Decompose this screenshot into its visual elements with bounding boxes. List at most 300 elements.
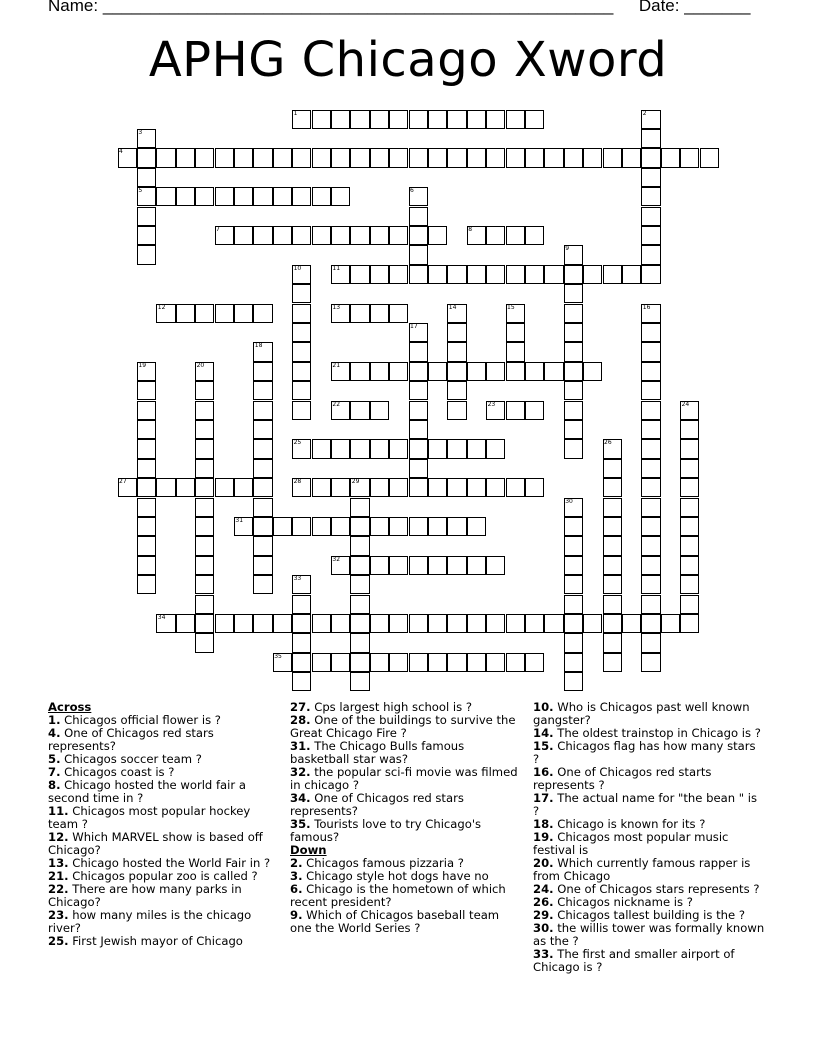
grid-cell[interactable] xyxy=(273,226,292,245)
grid-cell[interactable] xyxy=(350,498,369,517)
grid-cell[interactable] xyxy=(428,148,447,167)
grid-cell[interactable] xyxy=(389,556,408,575)
grid-cell[interactable] xyxy=(215,478,234,497)
grid-cell[interactable] xyxy=(641,517,660,536)
grid-cell[interactable] xyxy=(137,381,156,400)
grid-cell[interactable] xyxy=(428,653,447,672)
grid-cell[interactable] xyxy=(409,556,428,575)
grid-cell[interactable] xyxy=(447,110,466,129)
grid-cell[interactable] xyxy=(350,575,369,594)
grid-cell[interactable] xyxy=(506,323,525,342)
grid-cell[interactable] xyxy=(486,226,505,245)
grid-cell[interactable] xyxy=(273,517,292,536)
grid-cell[interactable] xyxy=(641,207,660,226)
grid-cell[interactable] xyxy=(350,556,369,575)
grid-cell[interactable] xyxy=(506,362,525,381)
grid-cell[interactable] xyxy=(428,556,447,575)
grid-cell[interactable] xyxy=(428,517,447,536)
grid-cell[interactable] xyxy=(331,517,350,536)
grid-cell[interactable] xyxy=(370,614,389,633)
grid-cell[interactable] xyxy=(428,362,447,381)
grid-cell[interactable] xyxy=(331,653,350,672)
grid-cell[interactable] xyxy=(506,226,525,245)
grid-cell[interactable] xyxy=(234,478,253,497)
grid-cell[interactable] xyxy=(409,653,428,672)
grid-cell[interactable] xyxy=(350,536,369,555)
grid-cell[interactable] xyxy=(603,536,622,555)
grid-cell[interactable] xyxy=(641,168,660,187)
grid-cell[interactable] xyxy=(564,439,583,458)
grid-cell[interactable] xyxy=(583,265,602,284)
grid-cell[interactable] xyxy=(350,614,369,633)
grid-cell[interactable] xyxy=(215,304,234,323)
grid-cell[interactable] xyxy=(331,110,350,129)
grid-cell[interactable] xyxy=(195,381,214,400)
grid-cell[interactable] xyxy=(370,556,389,575)
grid-cell[interactable] xyxy=(195,517,214,536)
grid-cell[interactable] xyxy=(253,226,272,245)
grid-cell[interactable] xyxy=(292,148,311,167)
grid-cell[interactable] xyxy=(137,459,156,478)
grid-cell[interactable] xyxy=(564,536,583,555)
grid-cell[interactable] xyxy=(195,478,214,497)
grid-cell[interactable] xyxy=(506,342,525,361)
grid-cell[interactable] xyxy=(641,362,660,381)
grid-cell[interactable] xyxy=(467,110,486,129)
grid-cell[interactable] xyxy=(409,614,428,633)
grid-cell[interactable] xyxy=(409,439,428,458)
grid-cell[interactable] xyxy=(292,672,311,691)
grid-cell[interactable] xyxy=(680,575,699,594)
grid-cell[interactable] xyxy=(312,110,331,129)
grid-cell[interactable] xyxy=(312,653,331,672)
grid-cell[interactable] xyxy=(331,439,350,458)
grid-cell[interactable] xyxy=(409,401,428,420)
grid-cell[interactable] xyxy=(603,653,622,672)
grid-cell[interactable] xyxy=(641,420,660,439)
grid-cell[interactable] xyxy=(680,556,699,575)
grid-cell[interactable] xyxy=(564,265,583,284)
grid-cell[interactable] xyxy=(641,575,660,594)
grid-cell[interactable] xyxy=(409,517,428,536)
grid-cell[interactable] xyxy=(564,381,583,400)
grid-cell[interactable] xyxy=(486,653,505,672)
grid-cell[interactable] xyxy=(350,304,369,323)
grid-cell[interactable] xyxy=(312,439,331,458)
grid-cell[interactable] xyxy=(447,517,466,536)
grid-cell[interactable] xyxy=(409,148,428,167)
grid-cell[interactable] xyxy=(350,439,369,458)
grid-cell[interactable] xyxy=(447,478,466,497)
grid-cell[interactable] xyxy=(331,187,350,206)
grid-cell[interactable] xyxy=(370,401,389,420)
grid-cell[interactable] xyxy=(370,265,389,284)
grid-cell[interactable] xyxy=(525,362,544,381)
grid-cell[interactable] xyxy=(137,168,156,187)
grid-cell[interactable] xyxy=(641,187,660,206)
grid-cell[interactable] xyxy=(506,478,525,497)
grid-cell[interactable] xyxy=(331,148,350,167)
grid-cell[interactable] xyxy=(370,362,389,381)
grid-cell[interactable] xyxy=(292,362,311,381)
grid-cell[interactable] xyxy=(447,401,466,420)
grid-cell[interactable] xyxy=(641,595,660,614)
grid-cell[interactable] xyxy=(370,517,389,536)
grid-cell[interactable] xyxy=(253,478,272,497)
grid-cell[interactable] xyxy=(641,614,660,633)
grid-cell[interactable] xyxy=(292,284,311,303)
grid-cell[interactable] xyxy=(370,226,389,245)
grid-cell[interactable] xyxy=(447,439,466,458)
grid-cell[interactable] xyxy=(137,401,156,420)
grid-cell[interactable] xyxy=(680,148,699,167)
grid-cell[interactable] xyxy=(195,498,214,517)
grid-cell[interactable] xyxy=(680,459,699,478)
grid-cell[interactable] xyxy=(350,633,369,652)
grid-cell[interactable] xyxy=(622,148,641,167)
grid-cell[interactable] xyxy=(428,478,447,497)
grid-cell[interactable] xyxy=(564,420,583,439)
grid-cell[interactable] xyxy=(447,265,466,284)
grid-cell[interactable] xyxy=(409,245,428,264)
grid-cell[interactable] xyxy=(486,439,505,458)
grid-cell[interactable] xyxy=(370,148,389,167)
grid-cell[interactable] xyxy=(467,556,486,575)
grid-cell[interactable] xyxy=(564,672,583,691)
grid-cell[interactable] xyxy=(195,536,214,555)
grid-cell[interactable] xyxy=(253,439,272,458)
grid-cell[interactable] xyxy=(525,226,544,245)
grid-cell[interactable] xyxy=(525,148,544,167)
grid-cell[interactable] xyxy=(603,575,622,594)
grid-cell[interactable] xyxy=(350,148,369,167)
grid-cell[interactable] xyxy=(506,148,525,167)
grid-cell[interactable] xyxy=(409,381,428,400)
grid-cell[interactable] xyxy=(370,304,389,323)
grid-cell[interactable] xyxy=(350,226,369,245)
grid-cell[interactable] xyxy=(253,556,272,575)
grid-cell[interactable] xyxy=(603,614,622,633)
grid-cell[interactable] xyxy=(312,614,331,633)
grid-cell[interactable] xyxy=(467,362,486,381)
grid-cell[interactable] xyxy=(603,633,622,652)
grid-cell[interactable] xyxy=(253,536,272,555)
grid-cell[interactable] xyxy=(641,536,660,555)
grid-cell[interactable] xyxy=(447,342,466,361)
grid-cell[interactable] xyxy=(253,575,272,594)
grid-cell[interactable] xyxy=(544,148,563,167)
grid-cell[interactable] xyxy=(253,148,272,167)
grid-cell[interactable] xyxy=(680,517,699,536)
grid-cell[interactable] xyxy=(215,148,234,167)
grid-cell[interactable] xyxy=(506,614,525,633)
grid-cell[interactable] xyxy=(195,575,214,594)
grid-cell[interactable] xyxy=(389,517,408,536)
grid-cell[interactable] xyxy=(137,478,156,497)
grid-cell[interactable] xyxy=(622,265,641,284)
grid-cell[interactable] xyxy=(680,614,699,633)
grid-cell[interactable] xyxy=(564,595,583,614)
grid-cell[interactable] xyxy=(447,148,466,167)
grid-cell[interactable] xyxy=(564,148,583,167)
grid-cell[interactable] xyxy=(641,148,660,167)
grid-cell[interactable] xyxy=(603,265,622,284)
grid-cell[interactable] xyxy=(350,653,369,672)
grid-cell[interactable] xyxy=(525,614,544,633)
grid-cell[interactable] xyxy=(544,265,563,284)
grid-cell[interactable] xyxy=(312,226,331,245)
grid-cell[interactable] xyxy=(680,595,699,614)
grid-cell[interactable] xyxy=(215,187,234,206)
grid-cell[interactable] xyxy=(253,401,272,420)
grid-cell[interactable] xyxy=(622,614,641,633)
grid-cell[interactable] xyxy=(447,614,466,633)
grid-cell[interactable] xyxy=(176,478,195,497)
grid-cell[interactable] xyxy=(583,614,602,633)
grid-cell[interactable] xyxy=(292,187,311,206)
grid-cell[interactable] xyxy=(292,304,311,323)
grid-cell[interactable] xyxy=(253,362,272,381)
grid-cell[interactable] xyxy=(234,148,253,167)
grid-cell[interactable] xyxy=(467,478,486,497)
grid-cell[interactable] xyxy=(137,439,156,458)
grid-cell[interactable] xyxy=(253,420,272,439)
grid-cell[interactable] xyxy=(486,265,505,284)
grid-cell[interactable] xyxy=(641,478,660,497)
date-line[interactable]: _______ xyxy=(684,0,751,15)
grid-cell[interactable] xyxy=(292,323,311,342)
grid-cell[interactable] xyxy=(603,459,622,478)
grid-cell[interactable] xyxy=(137,207,156,226)
grid-cell[interactable] xyxy=(331,478,350,497)
grid-cell[interactable] xyxy=(195,614,214,633)
grid-cell[interactable] xyxy=(137,245,156,264)
grid-cell[interactable] xyxy=(273,148,292,167)
grid-cell[interactable] xyxy=(195,304,214,323)
grid-cell[interactable] xyxy=(195,633,214,652)
grid-cell[interactable] xyxy=(544,362,563,381)
grid-cell[interactable] xyxy=(350,110,369,129)
grid-cell[interactable] xyxy=(234,187,253,206)
grid-cell[interactable] xyxy=(564,304,583,323)
grid-cell[interactable] xyxy=(273,187,292,206)
grid-cell[interactable] xyxy=(641,653,660,672)
grid-cell[interactable] xyxy=(137,536,156,555)
grid-cell[interactable] xyxy=(544,614,563,633)
grid-cell[interactable] xyxy=(176,148,195,167)
grid-cell[interactable] xyxy=(409,420,428,439)
grid-cell[interactable] xyxy=(409,226,428,245)
grid-cell[interactable] xyxy=(467,653,486,672)
grid-cell[interactable] xyxy=(641,129,660,148)
grid-cell[interactable] xyxy=(641,439,660,458)
grid-cell[interactable] xyxy=(525,478,544,497)
grid-cell[interactable] xyxy=(641,226,660,245)
grid-cell[interactable] xyxy=(215,614,234,633)
grid-cell[interactable] xyxy=(156,478,175,497)
grid-cell[interactable] xyxy=(389,614,408,633)
grid-cell[interactable] xyxy=(525,401,544,420)
grid-cell[interactable] xyxy=(641,342,660,361)
grid-cell[interactable] xyxy=(253,459,272,478)
grid-cell[interactable] xyxy=(467,265,486,284)
grid-cell[interactable] xyxy=(447,362,466,381)
grid-cell[interactable] xyxy=(370,439,389,458)
grid-cell[interactable] xyxy=(409,207,428,226)
grid-cell[interactable] xyxy=(195,148,214,167)
grid-cell[interactable] xyxy=(331,226,350,245)
grid-cell[interactable] xyxy=(312,148,331,167)
grid-cell[interactable] xyxy=(700,148,719,167)
grid-cell[interactable] xyxy=(234,226,253,245)
grid-cell[interactable] xyxy=(486,614,505,633)
grid-cell[interactable] xyxy=(292,401,311,420)
grid-cell[interactable] xyxy=(467,517,486,536)
grid-cell[interactable] xyxy=(370,110,389,129)
grid-cell[interactable] xyxy=(137,420,156,439)
grid-cell[interactable] xyxy=(195,556,214,575)
grid-cell[interactable] xyxy=(292,633,311,652)
grid-cell[interactable] xyxy=(156,187,175,206)
grid-cell[interactable] xyxy=(564,362,583,381)
grid-cell[interactable] xyxy=(253,614,272,633)
grid-cell[interactable] xyxy=(680,478,699,497)
grid-cell[interactable] xyxy=(350,401,369,420)
grid-cell[interactable] xyxy=(506,265,525,284)
grid-cell[interactable] xyxy=(564,653,583,672)
grid-cell[interactable] xyxy=(564,633,583,652)
grid-cell[interactable] xyxy=(603,148,622,167)
grid-cell[interactable] xyxy=(234,304,253,323)
grid-cell[interactable] xyxy=(641,381,660,400)
grid-cell[interactable] xyxy=(137,517,156,536)
grid-cell[interactable] xyxy=(253,187,272,206)
grid-cell[interactable] xyxy=(409,459,428,478)
grid-cell[interactable] xyxy=(234,614,253,633)
grid-cell[interactable] xyxy=(603,556,622,575)
grid-cell[interactable] xyxy=(447,556,466,575)
grid-cell[interactable] xyxy=(641,245,660,264)
grid-cell[interactable] xyxy=(661,614,680,633)
grid-cell[interactable] xyxy=(467,614,486,633)
grid-cell[interactable] xyxy=(292,342,311,361)
grid-cell[interactable] xyxy=(486,110,505,129)
grid-cell[interactable] xyxy=(195,439,214,458)
grid-cell[interactable] xyxy=(428,226,447,245)
grid-cell[interactable] xyxy=(603,517,622,536)
grid-cell[interactable] xyxy=(428,439,447,458)
grid-cell[interactable] xyxy=(564,284,583,303)
grid-cell[interactable] xyxy=(389,478,408,497)
grid-cell[interactable] xyxy=(428,614,447,633)
grid-cell[interactable] xyxy=(583,148,602,167)
grid-cell[interactable] xyxy=(641,459,660,478)
grid-cell[interactable] xyxy=(137,556,156,575)
grid-cell[interactable] xyxy=(661,148,680,167)
grid-cell[interactable] xyxy=(486,556,505,575)
grid-cell[interactable] xyxy=(525,265,544,284)
grid-cell[interactable] xyxy=(564,614,583,633)
grid-cell[interactable] xyxy=(350,362,369,381)
grid-cell[interactable] xyxy=(292,595,311,614)
grid-cell[interactable] xyxy=(506,401,525,420)
grid-cell[interactable] xyxy=(312,187,331,206)
grid-cell[interactable] xyxy=(389,439,408,458)
grid-cell[interactable] xyxy=(350,595,369,614)
grid-cell[interactable] xyxy=(331,614,350,633)
grid-cell[interactable] xyxy=(409,265,428,284)
grid-cell[interactable] xyxy=(350,517,369,536)
grid-cell[interactable] xyxy=(680,420,699,439)
grid-cell[interactable] xyxy=(156,148,175,167)
name-line[interactable]: ______________________________________________________ xyxy=(102,0,614,15)
grid-cell[interactable] xyxy=(312,517,331,536)
grid-cell[interactable] xyxy=(253,381,272,400)
grid-cell[interactable] xyxy=(603,498,622,517)
grid-cell[interactable] xyxy=(564,517,583,536)
grid-cell[interactable] xyxy=(195,187,214,206)
grid-cell[interactable] xyxy=(292,517,311,536)
grid-cell[interactable] xyxy=(506,110,525,129)
grid-cell[interactable] xyxy=(292,226,311,245)
grid-cell[interactable] xyxy=(680,536,699,555)
grid-cell[interactable] xyxy=(350,265,369,284)
grid-cell[interactable] xyxy=(195,401,214,420)
grid-cell[interactable] xyxy=(292,614,311,633)
grid-cell[interactable] xyxy=(680,498,699,517)
grid-cell[interactable] xyxy=(389,226,408,245)
grid-cell[interactable] xyxy=(603,595,622,614)
grid-cell[interactable] xyxy=(195,459,214,478)
grid-cell[interactable] xyxy=(409,478,428,497)
grid-cell[interactable] xyxy=(370,653,389,672)
grid-cell[interactable] xyxy=(486,148,505,167)
grid-cell[interactable] xyxy=(564,342,583,361)
grid-cell[interactable] xyxy=(428,110,447,129)
grid-cell[interactable] xyxy=(176,614,195,633)
grid-cell[interactable] xyxy=(428,265,447,284)
grid-cell[interactable] xyxy=(273,614,292,633)
grid-cell[interactable] xyxy=(195,595,214,614)
grid-cell[interactable] xyxy=(137,575,156,594)
grid-cell[interactable] xyxy=(350,672,369,691)
grid-cell[interactable] xyxy=(137,226,156,245)
grid-cell[interactable] xyxy=(409,110,428,129)
grid-cell[interactable] xyxy=(389,148,408,167)
grid-cell[interactable] xyxy=(447,381,466,400)
grid-cell[interactable] xyxy=(447,323,466,342)
grid-cell[interactable] xyxy=(447,653,466,672)
grid-cell[interactable] xyxy=(389,653,408,672)
grid-cell[interactable] xyxy=(506,653,525,672)
grid-cell[interactable] xyxy=(409,362,428,381)
grid-cell[interactable] xyxy=(486,478,505,497)
grid-cell[interactable] xyxy=(467,439,486,458)
grid-cell[interactable] xyxy=(641,401,660,420)
grid-cell[interactable] xyxy=(370,478,389,497)
grid-cell[interactable] xyxy=(486,362,505,381)
grid-cell[interactable] xyxy=(292,653,311,672)
grid-cell[interactable] xyxy=(641,556,660,575)
grid-cell[interactable] xyxy=(641,498,660,517)
grid-cell[interactable] xyxy=(292,381,311,400)
grid-cell[interactable] xyxy=(195,420,214,439)
grid-cell[interactable] xyxy=(525,653,544,672)
grid-cell[interactable] xyxy=(583,362,602,381)
grid-cell[interactable] xyxy=(467,148,486,167)
grid-cell[interactable] xyxy=(389,304,408,323)
grid-cell[interactable] xyxy=(409,342,428,361)
